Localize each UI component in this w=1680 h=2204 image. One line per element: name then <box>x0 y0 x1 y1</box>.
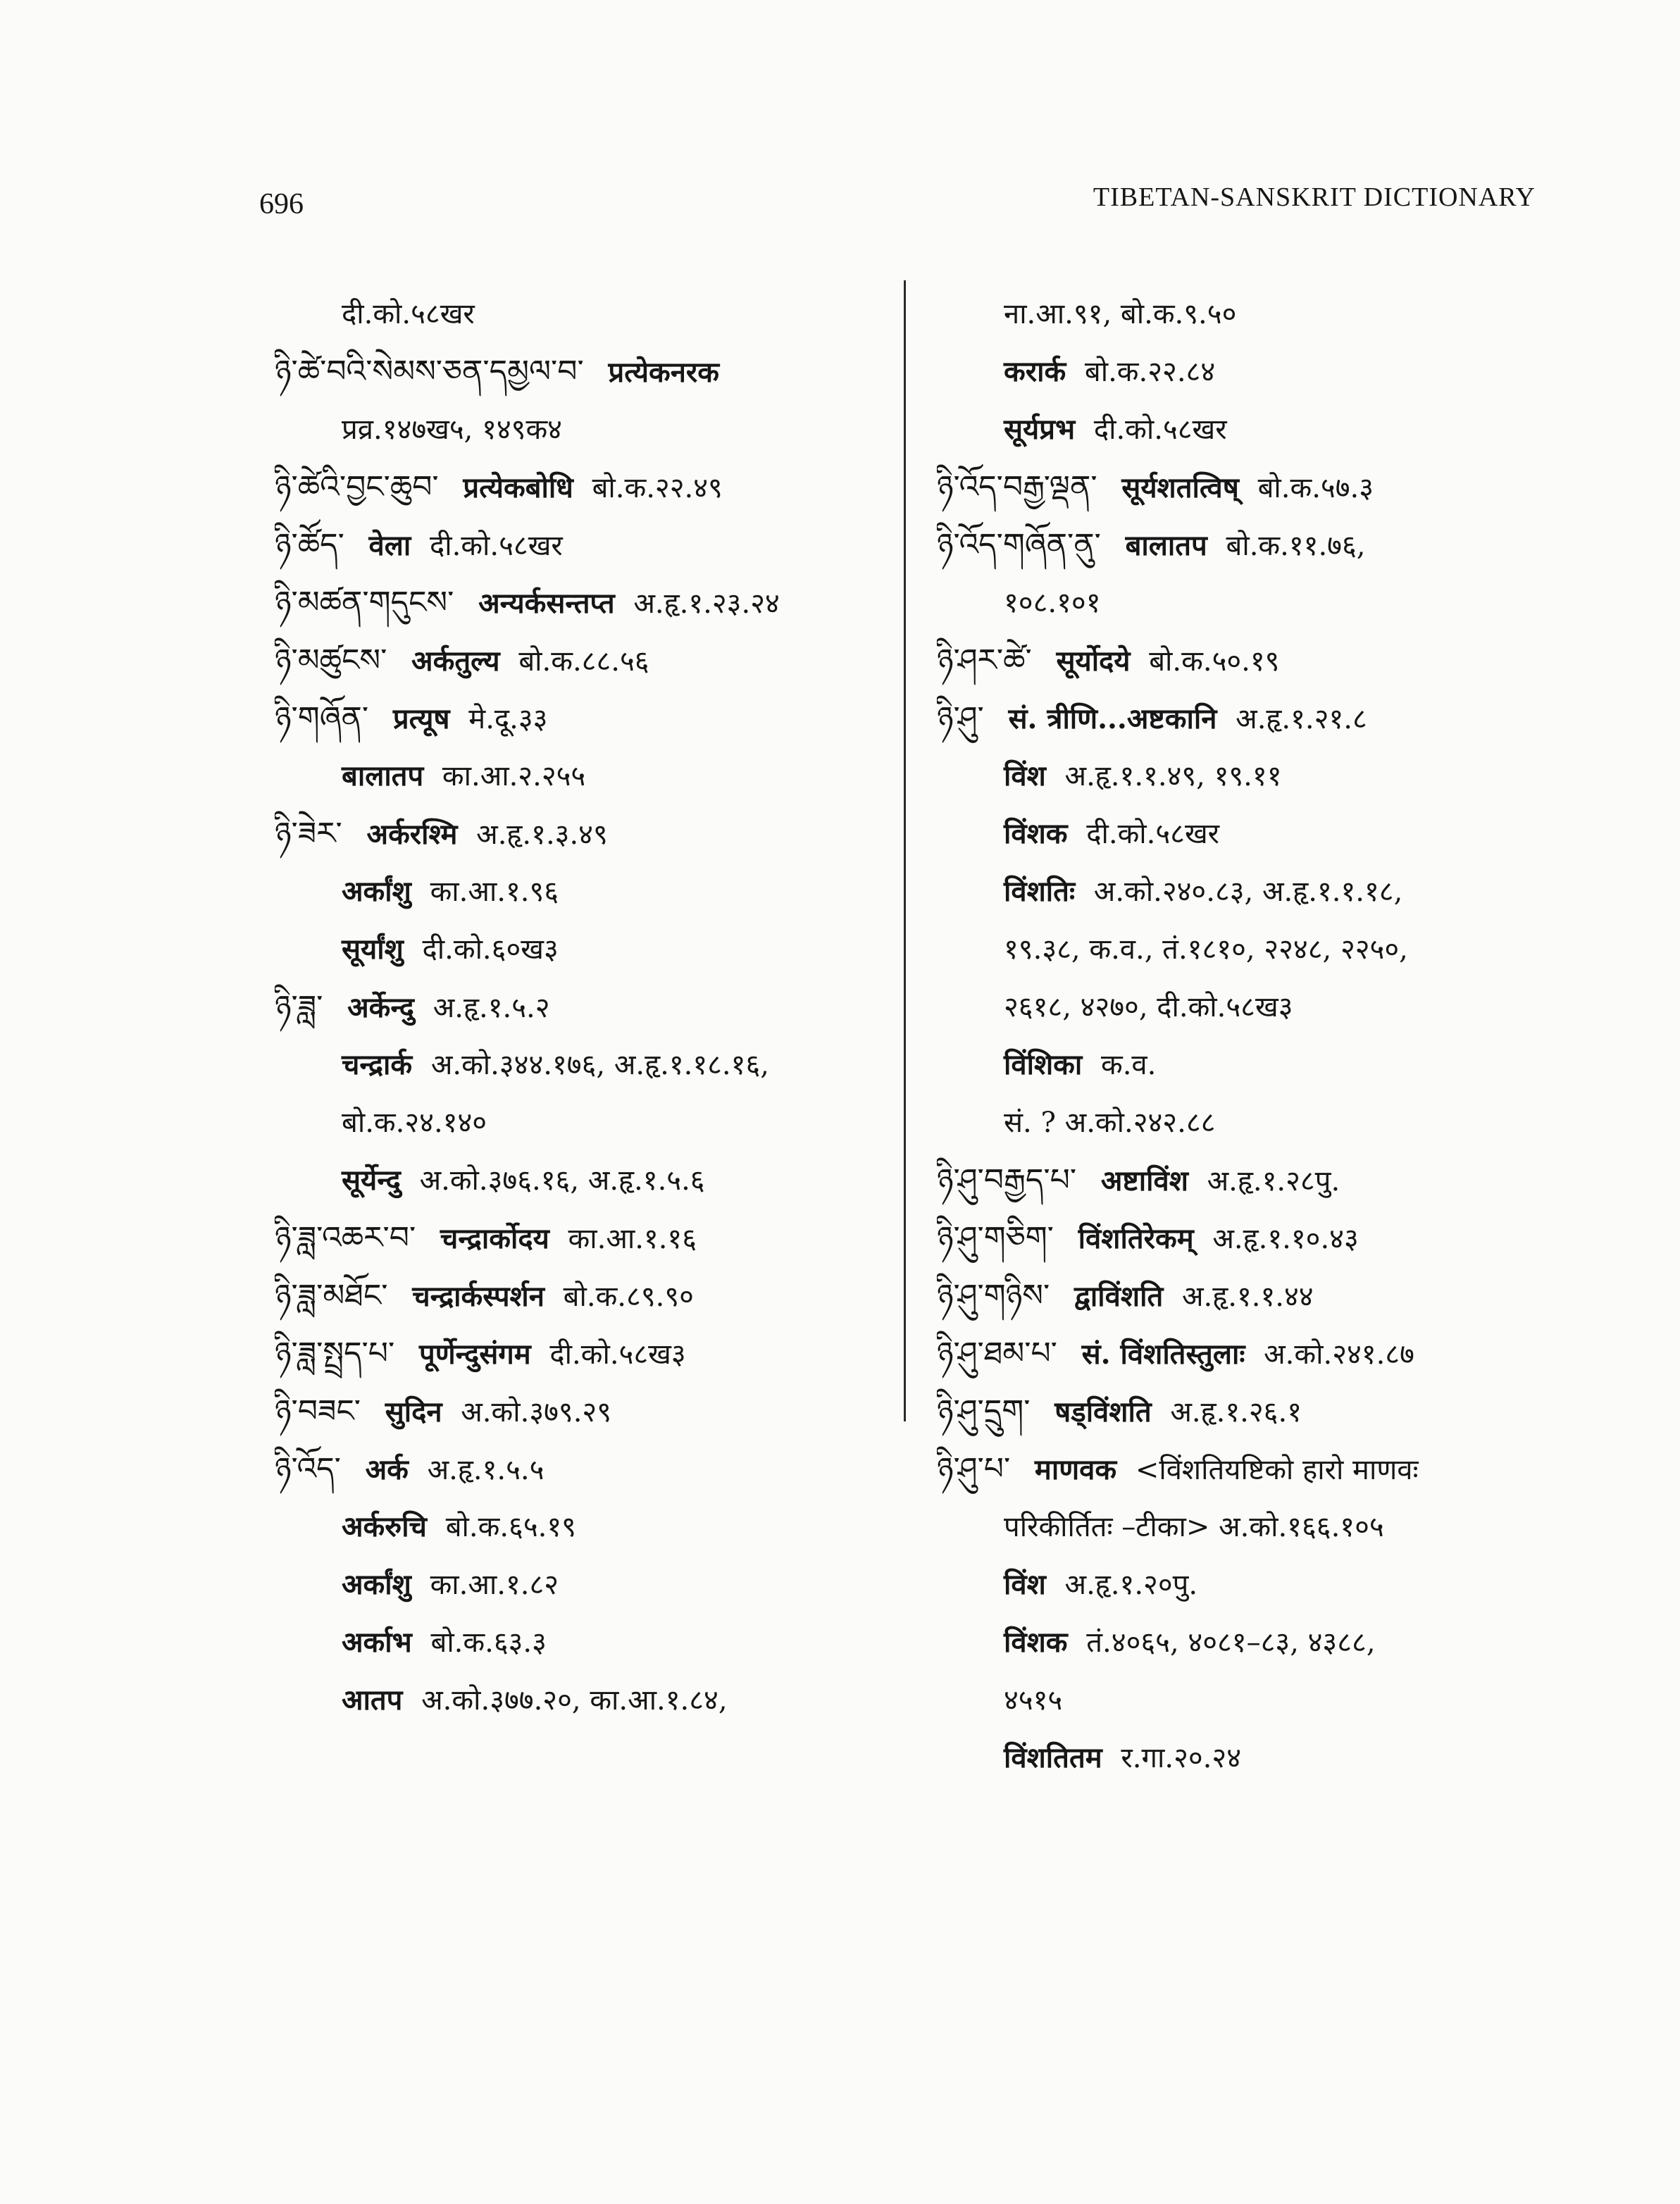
source-reference: अ.हृ.१.५.२ <box>433 992 550 1024</box>
entry-line <box>937 1614 1571 1671</box>
source-reference: बो.क.६५.१९ <box>445 1511 576 1543</box>
tibetan-term: ཉི་ཤུ་བརྒྱད་པ་ <box>937 1162 1077 1198</box>
entry-line <box>275 285 909 343</box>
source-reference: अ.को.३४४.१७६, अ.हृ.१.१८.१६, <box>430 1049 769 1081</box>
source-reference: का.आ.१.९६ <box>430 876 559 908</box>
tibetan-term: ཉི་ཤུ་དྲུག་ <box>937 1393 1031 1429</box>
sanskrit-headword: सूर्यांशु <box>342 933 404 966</box>
source-reference: परिकीर्तितः –टीका> अ.को.१६६.१०५ <box>1004 1511 1384 1543</box>
source-reference: का.आ.१.८२ <box>430 1569 559 1601</box>
entry-line <box>937 978 1571 1036</box>
source-reference: अ.को.३७६.१६, अ.हृ.१.५.६ <box>419 1164 705 1197</box>
sanskrit-headword: बालातप <box>342 759 424 792</box>
dictionary-entry <box>275 1209 909 1267</box>
sanskrit-headword: अर्कांशु <box>342 875 411 908</box>
tibetan-term: ཉི་མཚུངས་ <box>275 642 387 678</box>
sanskrit-headword: अर्कतुल्य <box>411 645 500 678</box>
sanskrit-headword: अर्कांशु <box>342 1568 411 1601</box>
tibetan-term: ཉི་ཟེར་ <box>275 816 342 852</box>
sanskrit-headword: सूर्येन्दु <box>342 1164 401 1197</box>
sanskrit-headword: प्रत्येकनरक <box>608 356 720 389</box>
sanskrit-headword: विंशक <box>1004 817 1068 850</box>
tibetan-term: ཉི་ཤར་ཚེ་ <box>937 642 1032 678</box>
dictionary-entry <box>275 1383 909 1440</box>
entry-line <box>937 574 1571 632</box>
source-reference: अ.हृ.१.२०पु. <box>1064 1569 1198 1601</box>
entry-line <box>937 805 1571 863</box>
source-reference: बो.क.२४.१४० <box>342 1107 487 1139</box>
dictionary-entry <box>937 1383 1571 1440</box>
dictionary-entry <box>275 978 909 1036</box>
source-reference: का.आ.१.१६ <box>568 1223 697 1255</box>
dictionary-entry <box>275 1325 909 1383</box>
source-reference: दी.को.५८खर <box>342 298 475 330</box>
source-reference: बो.क.११.७६, <box>1226 530 1366 562</box>
entry-line <box>937 401 1571 459</box>
source-reference: बो.क.२२.८४ <box>1084 356 1216 388</box>
dictionary-entry <box>275 459 909 516</box>
sanskrit-headword: सूर्योदये <box>1056 645 1131 678</box>
sanskrit-headword: सूर्यप्रभ <box>1004 413 1076 446</box>
source-reference: अ.हृ.१.२८पु. <box>1207 1165 1340 1197</box>
tibetan-term: ཉི་ཤུ་པ་ <box>937 1451 1011 1487</box>
dictionary-entry <box>937 1440 1571 1498</box>
tibetan-term: ཉི་ཟླ་སྤྲད་པ་ <box>275 1336 395 1371</box>
source-reference: अ.हृ.१.२१.८ <box>1236 703 1367 735</box>
dictionary-entry <box>275 343 909 401</box>
dictionary-entry <box>937 632 1571 690</box>
tibetan-term: ཉི་ཤུ་གཅིག་ <box>937 1220 1054 1256</box>
sanskrit-headword: चन्द्रार्कस्पर्शन <box>412 1280 545 1313</box>
source-reference: अ.को.२४०.८३, अ.हृ.१.१.१८, <box>1093 876 1403 908</box>
source-reference: अ.हृ.१.१०.४३ <box>1212 1223 1359 1255</box>
entry-line <box>275 1671 909 1729</box>
source-reference: १०८.१०१ <box>1004 587 1101 619</box>
sanskrit-headword: विंशक <box>1004 1626 1068 1659</box>
dictionary-entry <box>937 459 1571 516</box>
source-reference: २६१८, ४२७०, दी.को.५८ख३ <box>1004 991 1293 1023</box>
sanskrit-headword: आतप <box>342 1683 403 1717</box>
source-reference: सं. ? अ.को.२४२.८८ <box>1004 1107 1216 1139</box>
sanskrit-headword: अर्काभ <box>342 1626 412 1659</box>
source-reference: प्रव्र.१४७ख५, १४९क४ <box>342 413 562 446</box>
source-reference: मे.दू.३३ <box>468 703 548 735</box>
entry-line <box>937 1094 1571 1152</box>
dictionary-entry <box>275 516 909 574</box>
tibetan-term: ཉི་ཟླ་འཆར་བ་ <box>275 1220 416 1256</box>
entry-line <box>275 921 909 978</box>
source-reference: बो.क.२२.४९ <box>592 472 723 504</box>
source-reference: तं.४०६५, ४०८१–८३, ४३८८, <box>1086 1626 1376 1659</box>
sanskrit-headword: सुदिन <box>385 1395 442 1428</box>
sanskrit-headword: चन्द्रार्क <box>342 1048 413 1081</box>
source-reference: का.आ.२.२५५ <box>442 760 586 792</box>
entry-line <box>275 401 909 459</box>
source-reference: दी.को.५८ख३ <box>549 1338 686 1371</box>
source-reference: बो.क.६३.३ <box>430 1626 547 1659</box>
tibetan-term: ཉི་འོད་གཞོན་ནུ་ <box>937 527 1101 563</box>
sanskrit-headword: सूर्यशतत्विष् <box>1121 471 1239 504</box>
sanskrit-headword: अर्क <box>365 1453 409 1486</box>
source-reference: र.गा.२०.२४ <box>1121 1742 1241 1774</box>
dictionary-entry <box>275 1267 909 1325</box>
dictionary-entry <box>275 1440 909 1498</box>
page-number: 696 <box>259 188 304 220</box>
dictionary-entry <box>937 1325 1571 1383</box>
sanskrit-headword: विंश <box>1004 759 1046 792</box>
source-reference: अ.हृ.१.१.४४ <box>1181 1281 1314 1313</box>
tibetan-term: ཉི་མཚན་གདུངས་ <box>275 585 454 621</box>
sanskrit-headword: माणवक <box>1034 1453 1117 1486</box>
source-reference: अ.हृ.१.१.४९, १९.११ <box>1064 760 1282 792</box>
left-column <box>275 285 909 1729</box>
tibetan-term: ཉི་ཤུ་ <box>937 700 984 736</box>
entry-line <box>937 1729 1571 1787</box>
source-reference: बो.क.८९.९० <box>563 1281 694 1313</box>
sanskrit-headword: अर्करुचि <box>342 1510 427 1543</box>
source-reference: अ.हृ.१.५.५ <box>427 1454 545 1486</box>
source-reference: दी.को.६०ख३ <box>422 933 559 966</box>
sanskrit-headword: अर्केन्दु <box>347 991 414 1024</box>
source-reference: अ.को.३७७.२०, का.आ.१.८४, <box>421 1684 728 1717</box>
entry-line <box>937 285 1571 343</box>
entry-line <box>275 1036 909 1094</box>
entry-line <box>275 1094 909 1152</box>
sanskrit-headword: सं. त्रीणि...अष्टकानि <box>1008 702 1217 735</box>
sanskrit-headword: द्वाविंशति <box>1074 1280 1164 1313</box>
sanskrit-headword: सं. विंशतिस्तुलाः <box>1081 1338 1245 1371</box>
source-reference: अ.हृ.१.२६.१ <box>1170 1396 1302 1428</box>
sanskrit-headword: चन्द्रार्कोदय <box>440 1222 549 1255</box>
tibetan-term: ཉི་ཚོད་ <box>275 527 344 563</box>
sanskrit-headword: विंशिका <box>1004 1048 1083 1081</box>
source-reference: क.व. <box>1100 1049 1157 1081</box>
entry-line <box>937 1556 1571 1614</box>
sanskrit-headword: बालातप <box>1125 529 1207 562</box>
source-reference: दी.को.५८खर <box>430 530 563 562</box>
entry-line <box>937 1036 1571 1094</box>
tibetan-term: ཉི་འོད་ <box>275 1451 341 1487</box>
sanskrit-headword: प्रत्यूष <box>392 702 450 735</box>
dictionary-entry <box>275 632 909 690</box>
tibetan-term: ཉི་གཞོན་ <box>275 700 369 736</box>
source-reference: बो.क.८८.५६ <box>518 645 649 678</box>
source-reference: ४५१५ <box>1004 1684 1063 1717</box>
sanskrit-headword: षड्विंशति <box>1054 1395 1152 1428</box>
entry-line <box>275 1614 909 1671</box>
sanskrit-headword: विंशतितम <box>1004 1741 1102 1774</box>
dictionary-entry <box>937 1152 1571 1209</box>
right-column <box>937 285 1571 1787</box>
sanskrit-headword: विंशतिः <box>1004 875 1076 908</box>
sanskrit-headword: पूर्णेन्दुसंगम <box>418 1338 531 1371</box>
source-reference: दी.को.५८खर <box>1086 818 1220 850</box>
entry-line <box>275 747 909 805</box>
dictionary-entry <box>937 1267 1571 1325</box>
entry-line <box>937 343 1571 401</box>
source-reference: <विंशतियष्टिको हारो माणवः <box>1135 1454 1419 1486</box>
running-head: TIBETAN-SANSKRIT DICTIONARY <box>1093 182 1536 212</box>
dictionary-entry <box>275 574 909 632</box>
entry-line <box>937 921 1571 978</box>
sanskrit-headword: करार्क <box>1004 355 1066 388</box>
tibetan-term: ཉི་ཚེའི་བྱང་ཆུབ་ <box>275 469 439 505</box>
entry-line <box>275 1556 909 1614</box>
tibetan-term: ཉི་ཤུ་ཐམ་པ་ <box>937 1336 1057 1371</box>
sanskrit-headword: अर्करश्मि <box>366 818 458 851</box>
tibetan-term: ཉི་བཟང་ <box>275 1393 361 1429</box>
entry-line <box>275 1152 909 1209</box>
source-reference: अ.को.२४१.८७ <box>1264 1338 1414 1371</box>
source-reference: ना.आ.९१, बो.क.९.५० <box>1004 298 1237 330</box>
tibetan-term: ཉི་ཟླ་ <box>275 989 323 1025</box>
entry-line <box>937 747 1571 805</box>
sanskrit-headword: विंशतिरेकम् <box>1078 1222 1194 1255</box>
sanskrit-headword: अन्यर्कसन्तप्त <box>478 587 615 620</box>
dictionary-entry <box>937 516 1571 574</box>
dictionary-entry <box>937 1209 1571 1267</box>
source-reference: दी.को.५८खर <box>1093 413 1227 446</box>
sanskrit-headword: विंश <box>1004 1568 1046 1601</box>
tibetan-term: ཉི་འོད་བརྒྱ་ལྡན་ <box>937 469 1097 505</box>
dictionary-entry <box>275 690 909 747</box>
column-divider <box>904 280 906 1421</box>
entry-line <box>275 863 909 921</box>
entry-line <box>937 1498 1571 1556</box>
sanskrit-headword: वेला <box>368 529 411 562</box>
tibetan-term: ཉི་ཚེ་བའི་སེམས་ཅན་དམྱལ་བ་ <box>275 354 584 390</box>
tibetan-term: ཉི་ཟླ་མཐོང་ <box>275 1278 388 1314</box>
source-reference: अ.हृ.१.३.४९ <box>476 818 608 851</box>
source-reference: अ.को.३७९.२९ <box>461 1396 612 1428</box>
tibetan-term: ཉི་ཤུ་གཉིས་ <box>937 1278 1050 1314</box>
source-reference: बो.क.५०.१९ <box>1149 645 1280 678</box>
sanskrit-headword: अष्टाविंश <box>1100 1164 1188 1197</box>
entry-line <box>937 863 1571 921</box>
dictionary-entry <box>937 690 1571 747</box>
entry-line <box>275 1498 909 1556</box>
source-reference: बो.क.५७.३ <box>1257 472 1374 504</box>
dictionary-entry <box>275 805 909 863</box>
sanskrit-headword: प्रत्येकबोधि <box>463 471 573 504</box>
source-reference: अ.हृ.१.२३.२४ <box>633 587 780 620</box>
source-reference: १९.३८, क.व., तं.१८१०, २२४८, २२५०, <box>1004 933 1408 966</box>
entry-line <box>937 1671 1571 1729</box>
